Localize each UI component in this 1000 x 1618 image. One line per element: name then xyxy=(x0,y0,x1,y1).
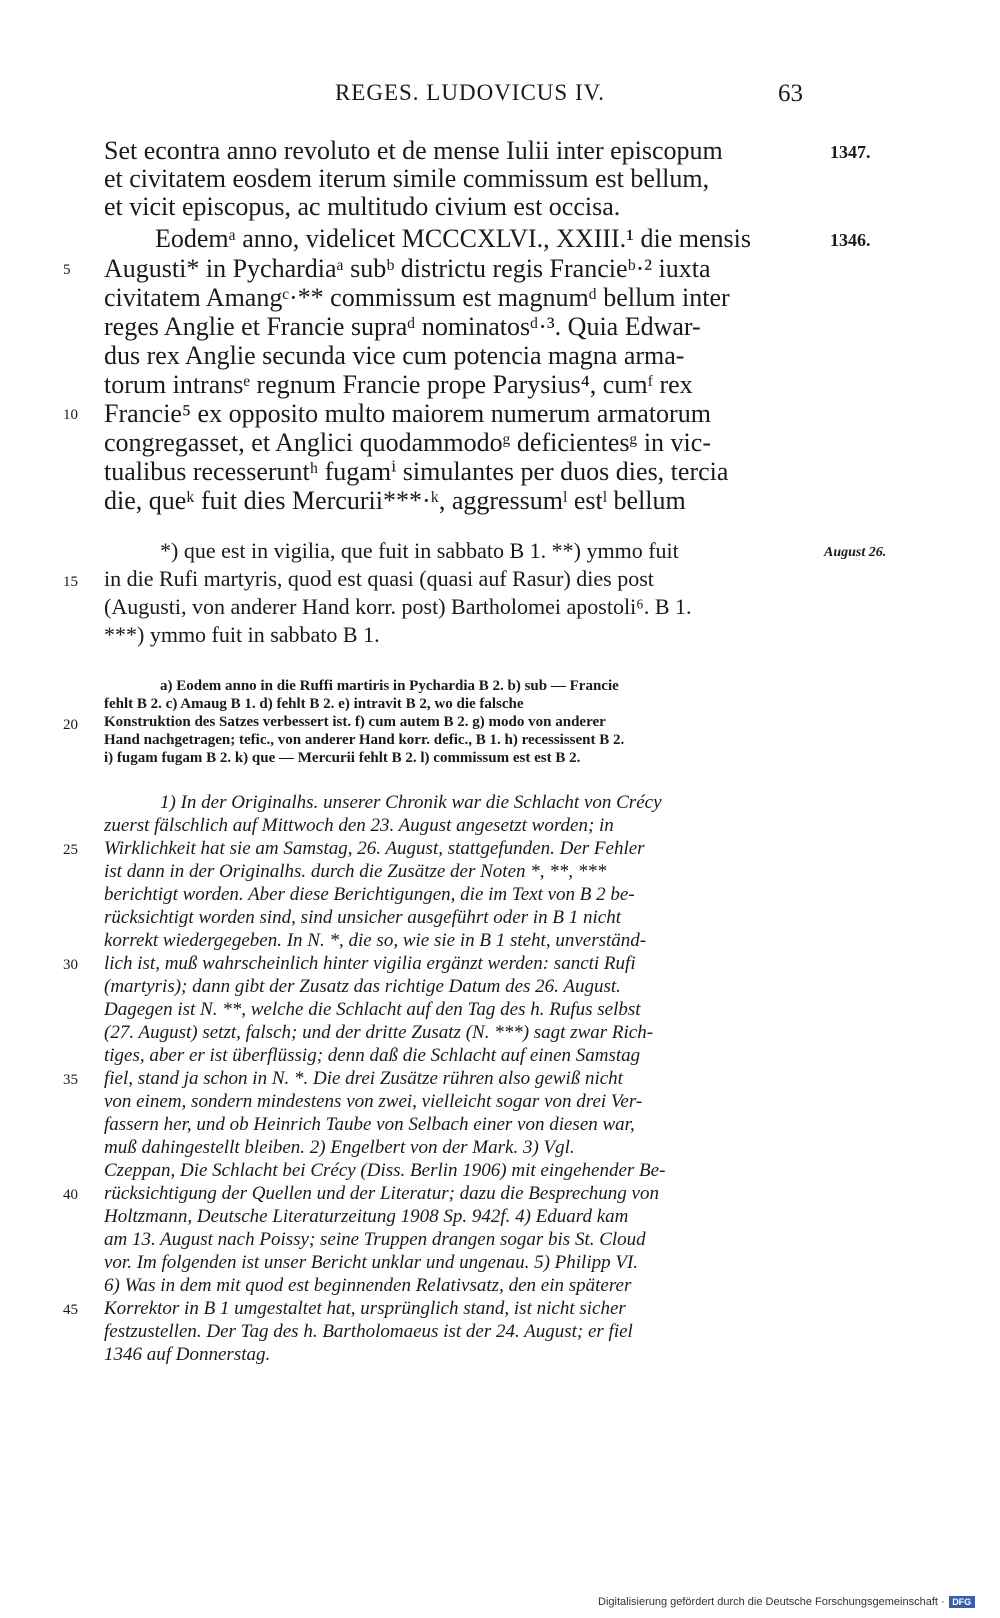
line-number: 15 xyxy=(63,574,78,590)
commentary-line: rücksichtigung der Quellen und der Literatur; dazu die Besprechung von xyxy=(104,1183,659,1204)
commentary-line: rücksichtigt worden sind, sind unsicher ausgeführt oder in B 1 nicht xyxy=(104,907,622,928)
commentary-line: (27. August) setzt, falsch; und der dritte Zusatz (N. ***) sagt zwar Rich- xyxy=(104,1022,654,1043)
main-text-line: Augusti* in Pychardiaᵃ subᵇ districtu regis Francieᵇ·² iuxta xyxy=(104,254,711,283)
star-note-line: ***) ymmo fuit in sabbato B 1. xyxy=(104,622,380,647)
line-number: 35 xyxy=(63,1072,78,1088)
commentary-line: zuerst fälschlich auf Mittwoch den 23. August angesetzt worden; in xyxy=(104,815,614,836)
main-text-line: civitatem Amangᶜ·** commissum est magnumᵈ bellum inter xyxy=(104,283,730,312)
variant-note-line: Konstruktion des Satzes verbessert ist. f) cum autem B 2. g) modo von anderer xyxy=(104,714,606,730)
variant-note-line: fehlt B 2. c) Amaug B 1. d) fehlt B 2. e) intravit B 2, wo die falsche xyxy=(104,696,524,712)
commentary-line: am 13. August nach Poissy; seine Truppen drangen sogar bis St. Cloud xyxy=(104,1229,646,1250)
running-header: REGES. LUDOVICUS IV. xyxy=(334,80,606,105)
main-text-line: reges Anglie et Francie supraᵈ nominatosᵈ·³. Quia Edwar- xyxy=(104,312,701,341)
line-number: 45 xyxy=(63,1302,78,1318)
line-number: 40 xyxy=(63,1187,78,1203)
year-marker: 1347. xyxy=(830,142,871,162)
commentary-line: fassern her, und ob Heinrich Taube von Selbach einer von diesen war, xyxy=(104,1114,635,1135)
main-text-line: congregasset, et Anglici quodammodoᵍ deficientesᵍ in vic- xyxy=(104,428,711,457)
commentary-line: von einem, sondern mindestens von zwei, vielleicht sogar von drei Ver- xyxy=(104,1091,643,1112)
commentary-line: (martyris); dann gibt der Zusatz das richtige Datum des 26. August. xyxy=(104,976,621,997)
commentary-line: Wirklichkeit hat sie am Samstag, 26. August, stattgefunden. Der Fehler xyxy=(104,838,645,859)
year-marker: 1346. xyxy=(830,230,871,250)
commentary-line: Holtzmann, Deutsche Literaturzeitung 1908 Sp. 942f. 4) Eduard kam xyxy=(104,1206,629,1227)
page-number: 63 xyxy=(778,80,803,107)
commentary-line: tiges, aber er ist überflüssig; denn daß die Schlacht auf einen Samstag xyxy=(104,1045,641,1066)
commentary-line: 1) In der Originalhs. unserer Chronik war die Schlacht von Crécy xyxy=(160,792,662,813)
line-number: 25 xyxy=(63,842,78,858)
star-note-line: (Augusti, von anderer Hand korr. post) Bartholomei apostoli⁶. B 1. xyxy=(104,594,692,619)
main-text-line: et civitatem eosdem iterum simile commissum est bellum, xyxy=(104,164,710,193)
commentary-line: Korrektor in B 1 umgestaltet hat, ursprünglich stand, ist nicht sicher xyxy=(104,1298,626,1319)
line-number: 30 xyxy=(63,957,78,973)
commentary-line: 1346 auf Donnerstag. xyxy=(104,1344,271,1365)
variant-note-line: a) Eodem anno in die Ruffi martiris in Pychardia B 2. b) sub — Francie xyxy=(160,678,619,694)
commentary-line: muß dahingestellt bleiben. 2) Engelbert von der Mark. 3) Vgl. xyxy=(104,1137,575,1158)
commentary-line: berichtigt worden. Aber diese Berichtigungen, die im Text von B 2 be- xyxy=(104,884,635,905)
star-note-line: *) que est in vigilia, que fuit in sabbato B 1. **) ymmo fuit xyxy=(160,538,679,563)
commentary-line: Czeppan, Die Schlacht bei Crécy (Diss. Berlin 1906) mit eingehender Be- xyxy=(104,1160,666,1181)
main-text-line: Francie⁵ ex opposito multo maiorem numerum armatorum xyxy=(104,399,711,428)
line-number: 5 xyxy=(63,262,71,278)
variant-note-line: Hand nachgetragen; tefic., von anderer Hand korr. defic., B 1. h) recessissent B 2. xyxy=(104,732,625,748)
main-text-line: tualibus recesseruntʰ fugamⁱ simulantes per duos dies, tercia xyxy=(104,457,729,486)
star-note-line: in die Rufi martyris, quod est quasi (quasi auf Rasur) dies post xyxy=(104,566,654,591)
commentary-line: 6) Was in dem mit quod est beginnenden Relativsatz, den ein späterer xyxy=(104,1275,632,1296)
commentary-line: vor. Im folgenden ist unser Bericht unklar und ungenau. 5) Philipp VI. xyxy=(104,1252,639,1273)
commentary-line: fiel, stand ja schon in N. *. Die drei Zusätze rühren also gewiß nicht xyxy=(104,1068,623,1089)
line-number: 20 xyxy=(63,717,78,733)
commentary-line: lich ist, muß wahrscheinlich hinter vigilia ergänzt werden: sancti Rufi xyxy=(104,953,636,974)
footer-text: Digitalisierung gefördert durch die Deutsche Forschungsgemeinschaft · xyxy=(598,1596,945,1608)
main-text-line: Eodemᵃ anno, videlicet MCCCXLVI., XXIII.¹ die mensis xyxy=(155,224,751,253)
variant-note-line: i) fugam fugam B 2. k) que — Mercurii fehlt B 2. l) commissum est est B 2. xyxy=(104,750,581,766)
commentary-line: korrekt wiedergegeben. In N. *, die so, wie sie in B 1 steht, unverständ- xyxy=(104,930,647,951)
dfg-logo: DFG xyxy=(949,1596,975,1608)
main-text-line: et vicit episcopus, ac multitudo civium est occisa. xyxy=(104,192,621,221)
digitization-footer xyxy=(598,1596,975,1608)
main-text-line: dus rex Anglie secunda vice cum potencia magna arma- xyxy=(104,341,685,370)
commentary-line: Dagegen ist N. **, welche die Schlacht auf den Tag des h. Rufus selbst xyxy=(104,999,641,1020)
line-number: 10 xyxy=(63,407,78,423)
main-text-line: Set econtra anno revoluto et de mense Iulii inter episcopum xyxy=(104,136,723,165)
commentary-line: festzustellen. Der Tag des h. Bartholomaeus ist der 24. August; er fiel xyxy=(104,1321,633,1342)
commentary-line: ist dann in der Originalhs. durch die Zusätze der Noten *, **, *** xyxy=(104,861,607,882)
main-text-line: die, queᵏ fuit dies Mercurii***·ᵏ, aggressumˡ estˡ bellum xyxy=(104,486,686,515)
main-text-line: torum intransᵉ regnum Francie prope Parysius⁴, cumᶠ rex xyxy=(104,370,693,399)
date-side-note: August 26. xyxy=(824,545,887,560)
